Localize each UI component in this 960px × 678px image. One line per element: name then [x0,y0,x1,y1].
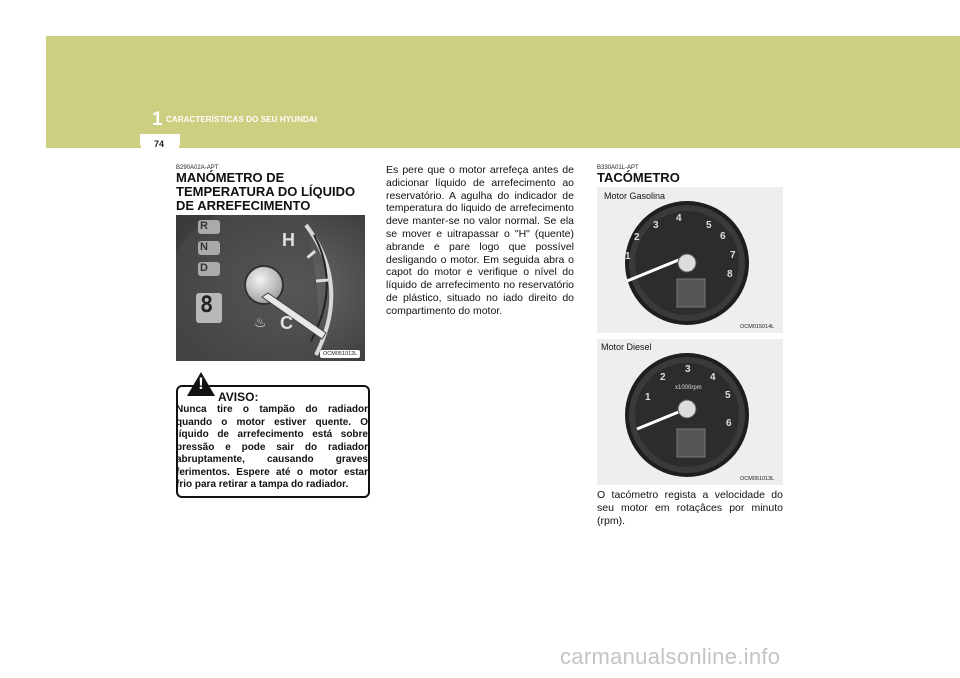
tach-number: 2 [634,232,640,243]
photo-caption: OCM051012L [320,350,360,358]
section-title [176,171,355,213]
tach-number: 5 [706,220,712,231]
tach-number: 6 [720,231,726,242]
diesel-tachometer-dial [597,339,783,485]
tach-number: 3 [685,364,691,375]
gear-r-label: R [200,220,208,232]
header-band [46,36,960,148]
warning-symbol: ! [198,374,204,393]
page-number: 74 [154,139,165,149]
cold-label: C [280,313,293,333]
chapter-title: CARACTERÍSTICAS DO SEU HYUNDAI [166,115,318,124]
coolant-temperature-icon: ♨ [254,314,267,330]
tach-number: 5 [725,390,731,401]
diesel-tachometer-panel [597,339,783,485]
tachometer-description: O tacómetro regista a velocidade do seu motor em rotaçâces por minuto (rpm). [597,489,783,527]
diesel-caption: OCM051013L [740,476,775,482]
rpm-unit: x1000rpm [675,385,702,391]
coolant-instructions: Es pere que o motor arrefeça antes de adicionar líquido de arrefecimento ao reservatório. A agulha do indicador de temperatura do liquido de arrefecimento deve manter-se no valor normal. Se ela se mover e uitrapassar o "H" (quente) abrande e pare logo que possível desligando o motor. Em seguida abra o capot do motor e verifique o nível do líquido de arrefecimento no reservatório de plástico, situado no iado direito do compartimento do motor. [386,164,574,317]
tach-section-title: TACÓMETRO [597,170,680,185]
watermark: carmanualsonline.info [560,644,781,669]
tach-section-code: B330A01L-APT [597,165,639,171]
title-line: TEMPERATURA DO LÍQUIDO [176,184,356,199]
tach-number: 1 [645,392,651,403]
gasoline-tachometer-panel [597,187,783,333]
warning-title: AVISO: [218,390,259,404]
tach-number: 7 [730,250,736,261]
section-code: B290A02A-APT [176,165,219,171]
gear-n-label: N [200,241,208,253]
gasoline-caption: OCM015014L [740,324,775,330]
tach-number: 3 [653,220,659,231]
warning-text: Nunca tire o tampão do radiador quando o motor estiver quente. O líquido de arrefecimento está sobre pressão e pode sair do radiador abruptamente, causando graves ferimentos. Espere até o motor estar frio para retirar a tampa do radiador. [176,404,368,490]
temperature-gauge-photo [176,215,365,361]
temperature-gauge-illustration [176,215,365,361]
chapter-number: 1 [152,109,163,130]
gear-digit: 8 [200,293,214,318]
tach-number: 6 [726,418,732,429]
tach-number: 1 [625,251,631,262]
hot-label: H [282,230,295,250]
gasoline-label: Motor Gasolina [604,191,666,201]
title-line: MANÓMETRO DE [176,170,285,185]
tach-number: 4 [710,372,716,383]
diesel-label: Motor Diesel [601,342,652,352]
tach-number: 4 [676,213,682,224]
tach-number: 2 [660,372,666,383]
gear-d-label: D [200,262,208,274]
title-line: DE ARREFECIMENTO [176,198,311,213]
tach-number: 8 [727,269,733,280]
